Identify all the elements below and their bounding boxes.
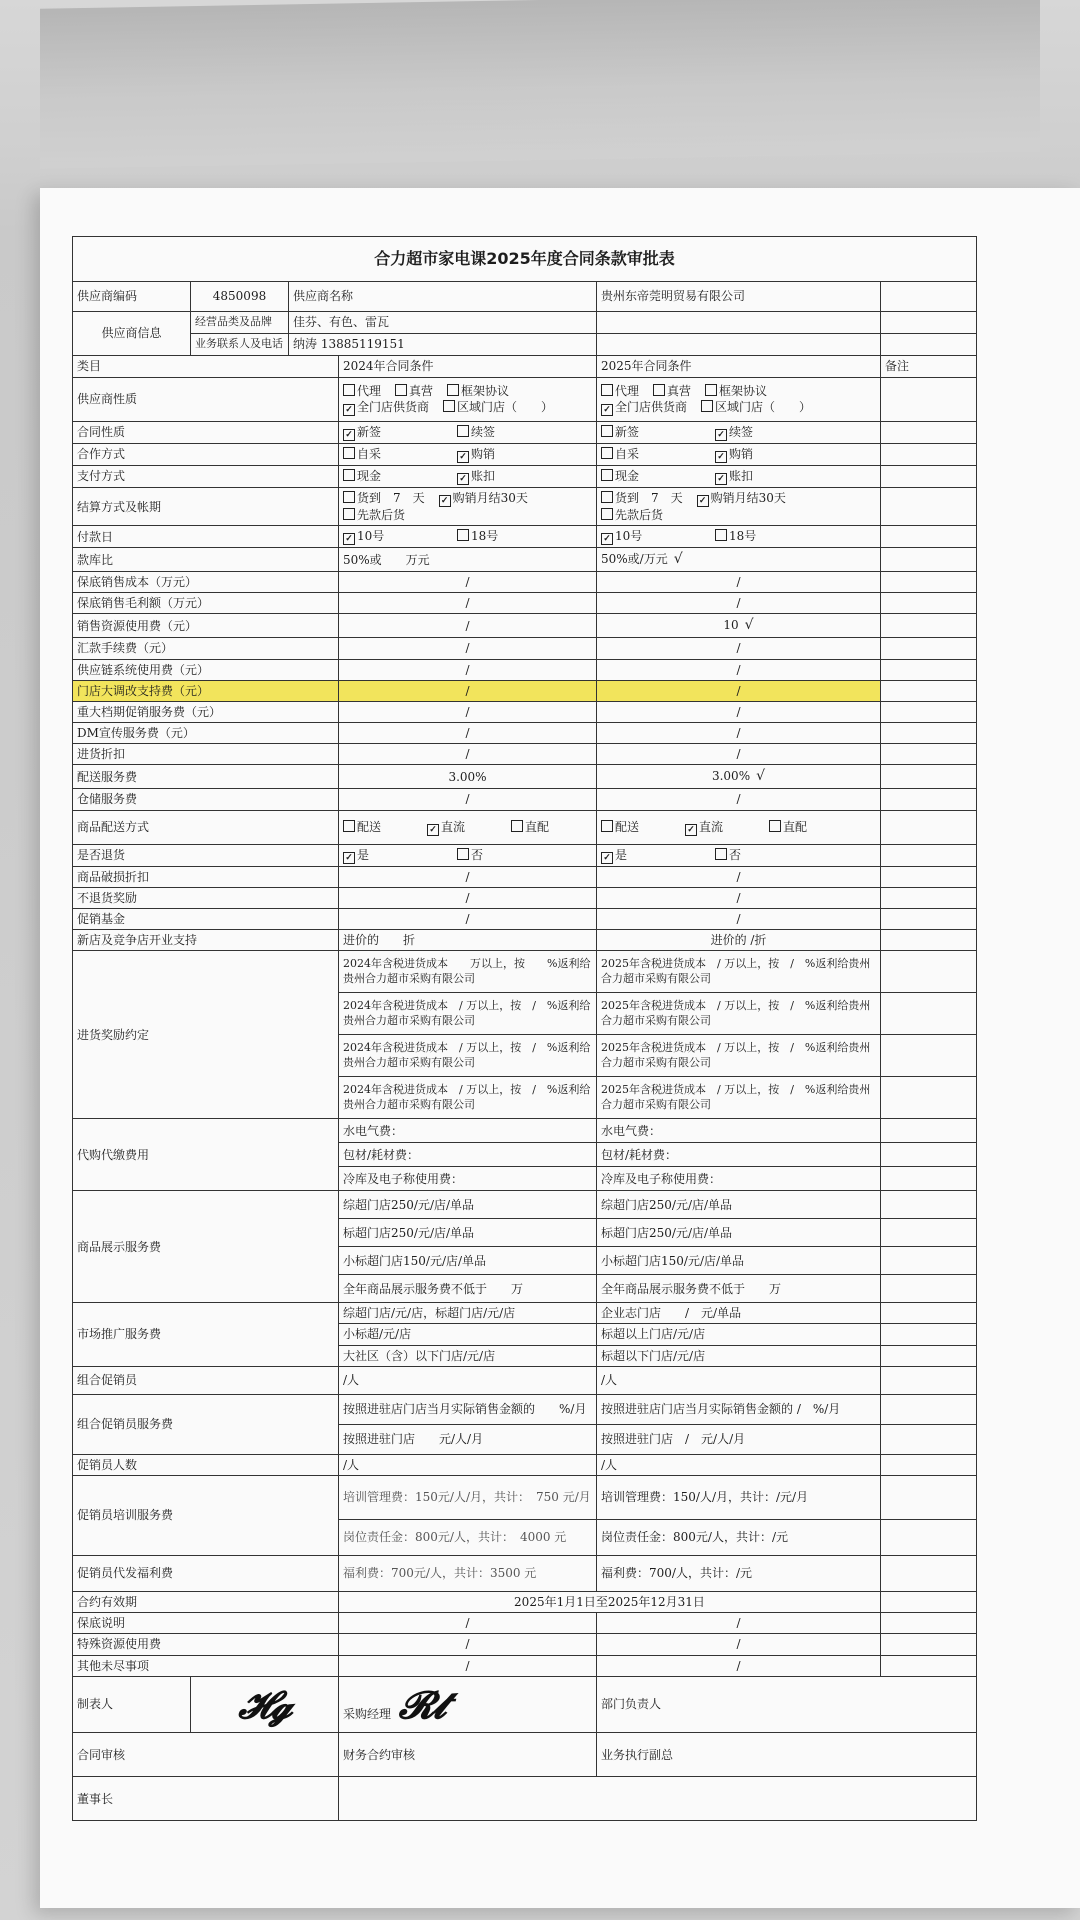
- payment-label: 支付方式: [73, 466, 339, 488]
- dm-label: DM宣传服务费（元）: [73, 723, 339, 744]
- supplier-type-2025: 代理 真营 框架协议 ✓ 全门店供货商 区域门店（ ）: [597, 378, 881, 422]
- promoter-count-label: 促销员人数: [73, 1454, 339, 1475]
- stock-ratio-label: 款库比: [73, 548, 339, 572]
- settlement-2025: 货到 7 天 ✓ 购销月结30天 先款后货: [597, 488, 881, 526]
- combo-promoter-label: 组合促销员: [73, 1366, 339, 1394]
- supplier-type-2024: 代理 真营 框架协议 ✓ 全门店供货商 区域门店（ ）: [339, 378, 597, 422]
- no-return-label: 不退货奖励: [73, 887, 339, 908]
- contract-type-2025: 新签 ✓ 续签: [597, 422, 881, 444]
- delivery-method-2025: 配送 ✓ 直流 直配: [597, 810, 881, 844]
- supplier-type-label: 供应商性质: [73, 378, 339, 422]
- contract-type-2024: ✓ 新签 续签: [339, 422, 597, 444]
- min-margin-label: 保底销售毛利额（万元）: [73, 593, 339, 614]
- store-renovation-label: 门店大调改支持费（元）: [73, 680, 339, 701]
- vp-label: 业务执行副总: [597, 1733, 977, 1777]
- supplier-info-label: 供应商信息: [73, 312, 191, 356]
- contract-review-label: 合同审核: [73, 1733, 339, 1777]
- major-promo-label: 重大档期促销服务费（元）: [73, 701, 339, 722]
- agency-fee-label: 代购代缴费用: [73, 1119, 339, 1191]
- cooperation-label: 合作方式: [73, 444, 339, 466]
- damage-label: 商品破损折扣: [73, 866, 339, 887]
- contract-type-label: 合同性质: [73, 422, 339, 444]
- purchase-manager-signature: 𝓡𝓽: [398, 1681, 445, 1727]
- other-matters-label: 其他未尽事项: [73, 1655, 339, 1676]
- brands: 佳芬、有色、雷瓦: [289, 312, 597, 334]
- pay-day-2024: ✓ 10号 18号: [339, 526, 597, 548]
- remit-fee-label: 汇款手续费（元）: [73, 638, 339, 659]
- supplier-code: 4850098: [191, 282, 289, 312]
- cooperation-2024: 自采 ✓ 购销: [339, 444, 597, 466]
- header-remark: 备注: [881, 356, 977, 378]
- welfare-fee-label: 促销员代发福利费: [73, 1556, 339, 1592]
- preparer-signature: 𝓗𝓰: [191, 1676, 339, 1732]
- guarantee-note-label: 保底说明: [73, 1613, 339, 1634]
- supply-chain-label: 供应链系统使用费（元）: [73, 659, 339, 680]
- display-fee-label: 商品展示服务费: [73, 1191, 339, 1303]
- approval-form: [72, 236, 976, 1821]
- dept-head-label: 部门负责人: [597, 1676, 977, 1732]
- payment-2025: 现金 ✓ 账扣: [597, 466, 881, 488]
- payment-2024: 现金 ✓ 账扣: [339, 466, 597, 488]
- brand-label: 经营品类及品牌: [191, 312, 289, 334]
- stock-ratio-2025: 50%或/万元 √: [597, 548, 881, 572]
- settlement-label: 结算方式及帐期: [73, 488, 339, 526]
- contact-label: 业务联系人及电话: [191, 334, 289, 356]
- training-fee-label: 促销员培训服务费: [73, 1476, 339, 1556]
- purchase-reward-label: 进货奖励约定: [73, 951, 339, 1119]
- validity-label: 合约有效期: [73, 1592, 339, 1613]
- header-2025: 2025年合同条件: [597, 356, 881, 378]
- finance-review-label: 财务合约审核: [339, 1733, 597, 1777]
- contact: 纳涛 13885119151: [289, 334, 597, 356]
- return-2024: ✓ 是 否: [339, 844, 597, 866]
- promo-fund-label: 促销基金: [73, 908, 339, 929]
- special-resource-label: 特殊资源使用费: [73, 1634, 339, 1655]
- category-header: 类目: [73, 356, 339, 378]
- supplier-code-label: 供应商编码: [73, 282, 191, 312]
- pay-day-2025: ✓ 10号 18号: [597, 526, 881, 548]
- delivery-method-label: 商品配送方式: [73, 810, 339, 844]
- min-cost-label: 保底销售成本（万元）: [73, 572, 339, 593]
- return-label: 是否退货: [73, 844, 339, 866]
- supplier-name: 贵州东帝莞明贸易有限公司: [597, 282, 881, 312]
- storage-fee-label: 仓储服务费: [73, 789, 339, 810]
- form-title: 合力超市家电课2025年度合同条款审批表: [73, 237, 977, 282]
- marketing-fee-label: 市场推广服务费: [73, 1303, 339, 1367]
- chairman-label: 董事长: [73, 1777, 339, 1821]
- new-store-label: 新店及竞争店开业支持: [73, 930, 339, 951]
- return-2025: ✓ 是 否: [597, 844, 881, 866]
- supplier-name-label: 供应商名称: [289, 282, 597, 312]
- sales-resource-label: 销售资源使用费（元）: [73, 614, 339, 638]
- header-2024: 2024年合同条件: [339, 356, 597, 378]
- stock-ratio-2024: 50%或 万元: [339, 548, 597, 572]
- cooperation-2025: 自采 ✓ 购销: [597, 444, 881, 466]
- purchase-discount-label: 进货折扣: [73, 744, 339, 765]
- pay-day-label: 付款日: [73, 526, 339, 548]
- validity-value: 2025年1月1日至2025年12月31日: [339, 1592, 881, 1613]
- delivery-method-2024: 配送 ✓ 直流 直配: [339, 810, 597, 844]
- purchase-manager: 采购经理 𝓡𝓽: [339, 1676, 597, 1732]
- preparer-label: 制表人: [73, 1676, 191, 1732]
- combo-promoter-fee-label: 组合促销员服务费: [73, 1394, 339, 1454]
- settlement-2024: 货到 7 天 ✓ 购销月结30天 先款后货: [339, 488, 597, 526]
- delivery-fee-label: 配送服务费: [73, 765, 339, 789]
- form-table: 合力超市家电课2025年度合同条款审批表 供应商编码 4850098 供应商名称 贵州东帝莞明贸易有限公司 供应商信息 经营品类及品牌 佳芬、有色、雷瓦 业务联系人及电话 纳涛 13885119151 类目 2024年合同条件 2025年合同条件 备注 供应商性质 代理 真营 框架协议 ✓ 全门店供货商 区域门店（ ） 代理 真营 框架协议 ✓ 全门店供货商 区域门店（ ） 合同性质 ✓ 新签 续签 新签 ✓ 续签 合作方式 自采 ✓ 购销 自采 ✓ 购销 支付方式 现金 ✓ 账扣 现金 ✓ 账扣 结算方式及帐期 货到 7 天 ✓ 购销月结30天 先款后货 货到 7 天 ✓ 购销月结30天 先款后货 付款日 ✓ 10号 18号 ✓ 10号 18号 款库比 50%或 万元 50%或/万元 √ 保底销售成本（万元） / / 保底销售毛利额（万元） / / 销售资源使用费（元） / 10 √ 汇款手续费（元） / / 供应链系统使用费（元） / / 门店大调改支持费（元） / / 重大档期促销服务费（元） / / DM宣传服务费（元） / / 进货折扣 / / 配送服务费 3.00% 3.00% √ 仓储服务费 / / 商品配送方式 配送 ✓ 直流 直配 配送 ✓ 直流 直配 是否退货 ✓ 是 否 ✓ 是 否 商品破损折扣 / / 不退货奖励 / / 促销基金 / / 新店及竞争店开业支持 进价的 折 进价的 /折 进货奖励约定 2024年含税进货成本 万以上，按 %返利给贵州合力超市采购有限公司 2025年含税进货成本 / 万以上，按 / %返利给贵州合力超市采购有限公司 2024年含税进货成本 / 万以上，按 / %返利给贵州合力超市采购有限公司 2025年含税进货成本 / 万以上，按 / %返利给贵州合力超市采购有限公司 2024年含税进货成本 / 万以上，按 / %返利给贵州合力超市采购有限公司 2025年含税进货成本 / 万以上，按 / %返利给贵州合力超市采购有限公司 2024年含税进货成本 / 万以上，按 / %返利给贵州合力超市采购有限公司 2025年含税进货成本 / 万以上，按 / %返利给贵州合力超市采购有限公司 代购代缴费用 水电气费： 水电气费： 包材/耗材费： 包材/耗材费： 冷库及电子称使用费： 冷库及电子称使用费： 商品展示服务费 综超门店250/元/店/单品 综超门店250/元/店/单品 标超门店250/元/店/单品 标超门店250/元/店/单品 小标超门店150/元/店/单品 小标超门店150/元/店/单品 全年商品展示服务费不低于 万 全年商品展示服务费不低于 万 市场推广服务费 综超门店/元/店，标超门店/元/店 企业志门店 / 元/单品 小标超/元/店 标超以上门店/元/店 大社区（含）以下门店/元/店 标超以下门店/元/店 组合促销员 /人 /人 组合促销员服务费 按照进驻店门店当月实际销售金额的 %/月 按照进驻店门店当月实际销售金额的 / %/月 按照进驻门店 元/人/月 按照进驻门店 / 元/人/月 促销员人数 /人 /人 促销员培训服务费 培训管理费：150元/人/月，共计： 750 元/月 培训管理费：150/人/月，共计：/元/月 岗位责任金：800元/人，共计： 4000 元 岗位责任金：800元/人，共计：/元 促销员代发福利费 福利费：700元/人，共计：3500 元 福利费：700/人，共计：/元 合约有效期 2025年1月1日至2025年12月31日 保底说明 / / 特殊资源使用费 / / 其他未尽事项 / / 制表人 𝓗𝓰 采购经理 𝓡𝓽 部门负责人 合同审核 财务合约审核 业务执行副总 董事长: [72, 236, 977, 1821]
- background-shadow: [40, 0, 1040, 169]
